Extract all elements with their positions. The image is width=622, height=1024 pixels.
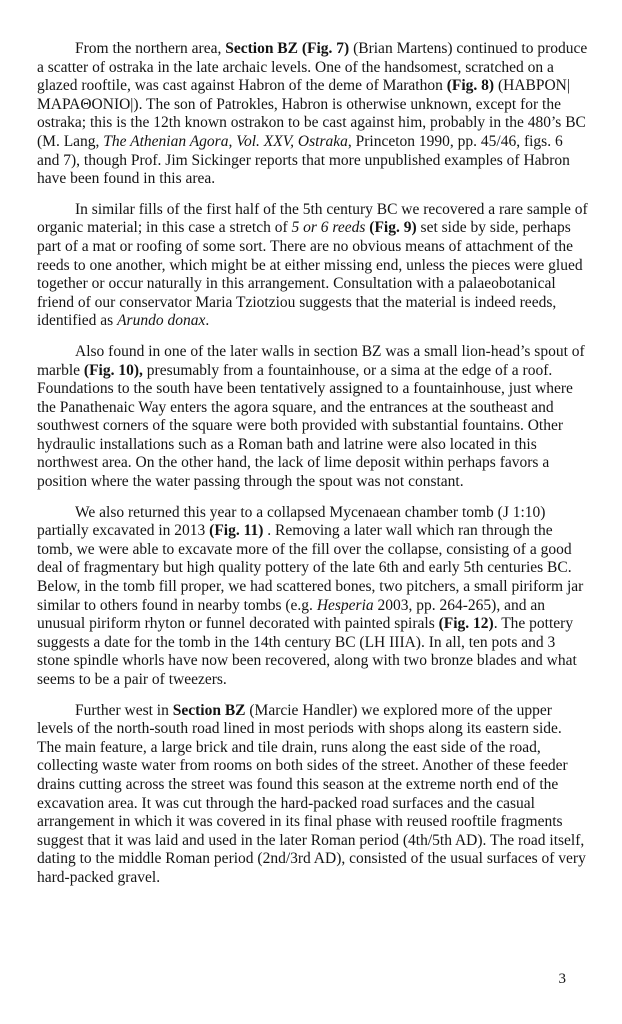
text-run: In similar fills of the first half of the 5th century BC we recovered a rare sample of organic material; in this case a stretch of <box>37 200 588 237</box>
text-run: (Brian Martens) continued to produce a scatter of ostraka in the late archaic levels. One of the handsomest, scratched on a glazed rooftile, was cast against Habron of the deme of Marathon <box>37 40 588 95</box>
text-run: (HABPON| MAPAΘONIO|). The son of Patrokles, Habron is otherwise unknown, except for the ostraka; this is the 12th known ostrakon to be cast against him, probably in the 480’s BC (M. Lang, <box>37 77 586 150</box>
text-run-bold: Section BZ (Fig. 7) <box>225 40 350 57</box>
text-run: (Marcie Handler) we explored more of the upper levels of the north-south road lined in most periods with shops along its eastern side. The main feature, a large brick and tile drain, runs along the east side of the road, collecting waste water from rooms on both sides of the street. Another of these feeder drains cutting across the street was found this season at the extreme north end of the excavation area. It was cut through the hard-packed road surfaces and the casual arrangement in which it was covered in its final phase with reused rooftile fragments suggest that it was laid and used in the later Roman period (4th/5th AD). The road itself, dating to the middle Roman period (2nd/3rd AD), consisted of the usual surfaces of very hard-packed gravel. <box>37 701 586 886</box>
page-number: 3 <box>558 971 566 987</box>
text-run: , Princeton 1990, pp. 45/46, figs. 6 and 7), though Prof. Jim Sickinger reports that more unpublished examples of Habron have been found in this area. <box>37 132 570 188</box>
page-body <box>37 40 588 900</box>
text-run: Further west in <box>75 701 173 719</box>
text-run-bold: (Fig. 10), <box>83 361 143 379</box>
text-run: . Removing a later wall which ran through the tomb, we were able to excavate more of the fill over the collapse, consisting of a good deal of fragmentary but high quality pottery of the late 6th and early 5th centuries BC. Below, in the tomb fill proper, we had scattered bones, two pitchers, a small piriform jar similar to others found in nearby tombs (e.g. <box>37 522 584 614</box>
text-run-italic: Arundo donax <box>117 312 206 330</box>
paragraph <box>37 40 588 189</box>
text-run: We also returned this year to a collapsed Mycenaean chamber tomb (J 1:10) partially excavated in 2013 <box>37 503 546 540</box>
text-run: From the northern area, <box>75 40 226 57</box>
text-run-bold: (Fig. 8) <box>446 77 495 95</box>
text-run: 2003, pp. 264-265), and an unusual piriform rhyton or funnel decorated with painted spirals <box>37 596 545 633</box>
text-run-italic: The Athenian Agora, Vol. XXV, Ostraka <box>103 132 348 150</box>
text-run-bold: Section BZ <box>172 701 246 719</box>
paragraph <box>37 343 588 492</box>
paragraph <box>37 702 588 888</box>
text-run-bold: (Fig. 12) <box>438 615 494 633</box>
text-run: . The pottery suggests a date for the tomb in the 14th century BC (LH IIIA). In all, ten pots and 3 stone spindle whorls have now been recovered, along with two bronze blades and what seems to be a pair of tweezers. <box>37 615 577 688</box>
text-run: Also found in one of the later walls in section BZ was a small lion-head’s spout of marble <box>37 342 585 379</box>
text-run: set side by side, perhaps part of a mat or roofing of some sort. There are no obvious means of attachment of the reeds to one another, which might be at either missing end, unless the pieces were glued together or occur naturally in this arrangement. Consultation with a palaeobotanical friend of our conservator Maria Tziotziou suggests that the material is indeed reeds, identified as <box>37 219 583 330</box>
text-run: . <box>205 312 210 330</box>
text-run: presumably from a fountainhouse, or a sima at the edge of a roof. Foundations to the south have been tentatively assigned to a fountainhouse, just where the Panathenaic Way enters the agora square, and the entrances at the southeast and southwest corners of the square were both provided with substantial fountains. Other hydraulic installations such as a Roman bath and latrine were also located in this northwest area. On the other hand, the lack of lime deposit within perhaps favors a position where the water passing through the spout was not constant. <box>37 361 573 491</box>
text-run-italic: 5 or 6 reeds <box>291 219 366 237</box>
paragraph <box>37 504 588 690</box>
text-run-italic: Hesperia <box>316 596 374 614</box>
text-run-bold: (Fig. 11) <box>209 522 264 540</box>
text-run-bold: (Fig. 9) <box>369 219 417 237</box>
paragraph <box>37 201 588 331</box>
